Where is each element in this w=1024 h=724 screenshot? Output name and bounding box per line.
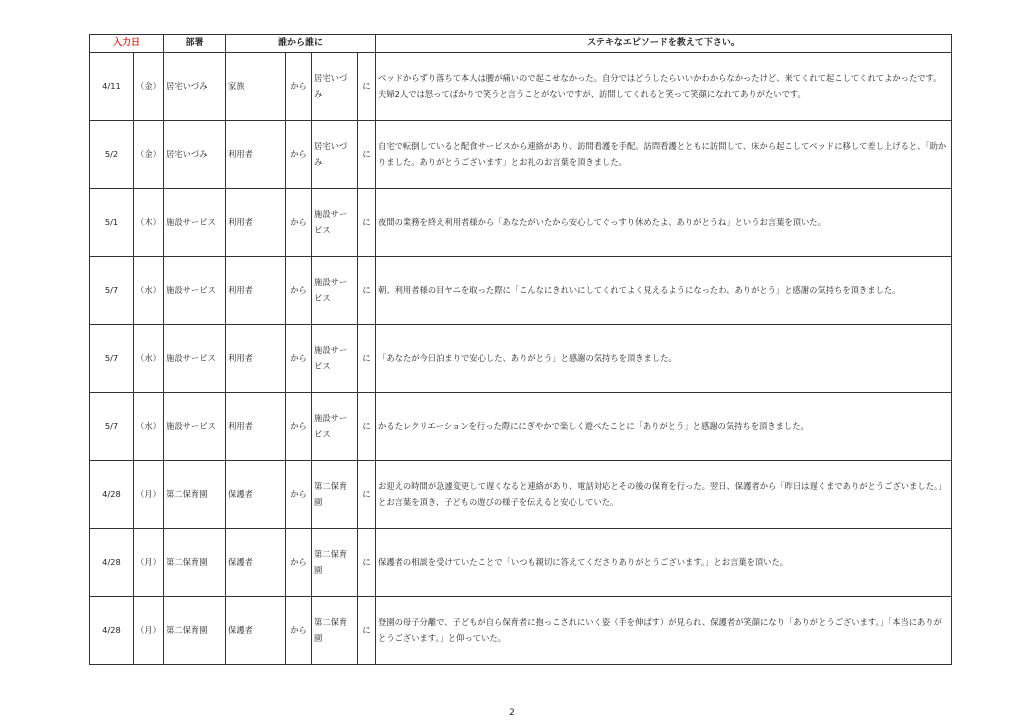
ni-cell: に <box>358 53 376 121</box>
dept-cell: 居宅いづみ <box>164 121 226 189</box>
kara-cell: から <box>286 597 312 665</box>
date-cell: 5/7 <box>90 257 134 325</box>
dept-cell: 施設サービス <box>164 189 226 257</box>
ni-cell: に <box>358 597 376 665</box>
to-cell: 居宅いづみ <box>312 121 358 189</box>
day-cell: （水） <box>134 325 164 393</box>
kara-cell: から <box>286 189 312 257</box>
dept-cell: 居宅いづみ <box>164 53 226 121</box>
episode-cell: 保護者の相談を受けていたことで「いつも親切に答えてくださりありがとうございます。」とお言葉を頂いた。 <box>376 529 952 597</box>
episode-cell: 朝、利用者様の目ヤニを取った際に「こんなにきれいにしてくれてよく見えるようになったわ、ありがとう」と感謝の気持ちを頂きました。 <box>376 257 952 325</box>
ni-cell: に <box>358 325 376 393</box>
day-cell: （水） <box>134 257 164 325</box>
table-row <box>90 325 952 393</box>
kara-cell: から <box>286 257 312 325</box>
to-cell: 第二保育園 <box>312 597 358 665</box>
date-cell: 4/28 <box>90 529 134 597</box>
from-cell: 利用者 <box>226 257 286 325</box>
from-cell: 家族 <box>226 53 286 121</box>
episode-cell: 自宅で転倒していると配食サービスから連絡があり、訪問看護を手配。訪問看護とともに訪問して、床から起こしてベッドに移して差し上げると、「助かりました。ありがとうございます」とお礼のお言葉を頂きました。 <box>376 121 952 189</box>
kara-cell: から <box>286 53 312 121</box>
date-cell: 4/11 <box>90 53 134 121</box>
kara-cell: から <box>286 325 312 393</box>
day-cell: （月） <box>134 461 164 529</box>
kara-cell: から <box>286 121 312 189</box>
from-cell: 利用者 <box>226 393 286 461</box>
day-cell: （水） <box>134 393 164 461</box>
ni-cell: に <box>358 461 376 529</box>
date-cell: 5/2 <box>90 121 134 189</box>
date-cell: 5/7 <box>90 393 134 461</box>
episode-cell: 「あなたが今日泊まりで安心した、ありがとう」と感謝の気持ちを頂きました。 <box>376 325 952 393</box>
episode-cell: 夜間の業務を終え利用者様から「あなたがいたから安心してぐっすり休めたよ、ありがとうね」というお言葉を頂いた。 <box>376 189 952 257</box>
header-date: 入力日 <box>90 35 164 53</box>
table-row <box>90 597 952 665</box>
ni-cell: に <box>358 121 376 189</box>
episode-cell: お迎えの時間が急遽変更して遅くなると連絡があり、電話対応とその後の保育を行った。翌日、保護者から「昨日は遅くまでありがとうございました。」とお言葉を頂き、子どもの遊びの様子を伝えると安心していた。 <box>376 461 952 529</box>
from-cell: 利用者 <box>226 121 286 189</box>
to-cell: 施設サービス <box>312 393 358 461</box>
to-cell: 居宅いづみ <box>312 53 358 121</box>
table-row <box>90 189 952 257</box>
to-cell: 施設サービス <box>312 189 358 257</box>
header-dept: 部署 <box>164 35 226 53</box>
ni-cell: に <box>358 529 376 597</box>
episode-cell: 登園の母子分離で、子どもが自ら保育者に抱っこされにいく姿（手を伸ばす）が見られ、保護者が笑顔になり「ありがとうございます。」「本当にありがとうございます。」と仰っていた。 <box>376 597 952 665</box>
date-cell: 5/1 <box>90 189 134 257</box>
kara-cell: から <box>286 393 312 461</box>
episode-table <box>89 34 952 665</box>
dept-cell: 第二保育園 <box>164 461 226 529</box>
ni-cell: に <box>358 393 376 461</box>
page-number: 2 <box>509 708 515 718</box>
to-cell: 第二保育園 <box>312 461 358 529</box>
header-episode: ステキなエピソードを教えて下さい。 <box>376 35 952 53</box>
from-cell: 利用者 <box>226 189 286 257</box>
kara-cell: から <box>286 461 312 529</box>
table-row <box>90 257 952 325</box>
to-cell: 第二保育園 <box>312 529 358 597</box>
day-cell: （金） <box>134 53 164 121</box>
to-cell: 施設サービス <box>312 325 358 393</box>
day-cell: （月） <box>134 529 164 597</box>
from-cell: 保護者 <box>226 461 286 529</box>
from-cell: 利用者 <box>226 325 286 393</box>
date-cell: 5/7 <box>90 325 134 393</box>
from-cell: 保護者 <box>226 597 286 665</box>
day-cell: （金） <box>134 121 164 189</box>
day-cell: （木） <box>134 189 164 257</box>
table-row <box>90 53 952 121</box>
table-row <box>90 529 952 597</box>
table-row <box>90 461 952 529</box>
table-row <box>90 393 952 461</box>
ni-cell: に <box>358 257 376 325</box>
date-cell: 4/28 <box>90 461 134 529</box>
header-who: 誰から誰に <box>226 35 376 53</box>
episode-cell: かるたレクリエーションを行った際ににぎやかで楽しく遊べたことに「ありがとう」と感謝の気持ちを頂きました。 <box>376 393 952 461</box>
header-row <box>90 35 952 53</box>
table-row <box>90 121 952 189</box>
table-body <box>90 53 952 665</box>
episode-cell: ベッドからずり落ちて本人は腰が痛いので起こせなかった。自分ではどうしたらいいかわからなかったけど、来てくれて起こしてくれてよかったです。夫婦2人では怒ってばかりで笑うと言うことがないですが、訪問してくれると笑って笑顔になれてありがたいです。 <box>376 53 952 121</box>
dept-cell: 第二保育園 <box>164 597 226 665</box>
to-cell: 施設サービス <box>312 257 358 325</box>
dept-cell: 施設サービス <box>164 257 226 325</box>
dept-cell: 第二保育園 <box>164 529 226 597</box>
ni-cell: に <box>358 189 376 257</box>
dept-cell: 施設サービス <box>164 393 226 461</box>
from-cell: 保護者 <box>226 529 286 597</box>
day-cell: （月） <box>134 597 164 665</box>
kara-cell: から <box>286 529 312 597</box>
date-cell: 4/28 <box>90 597 134 665</box>
dept-cell: 施設サービス <box>164 325 226 393</box>
